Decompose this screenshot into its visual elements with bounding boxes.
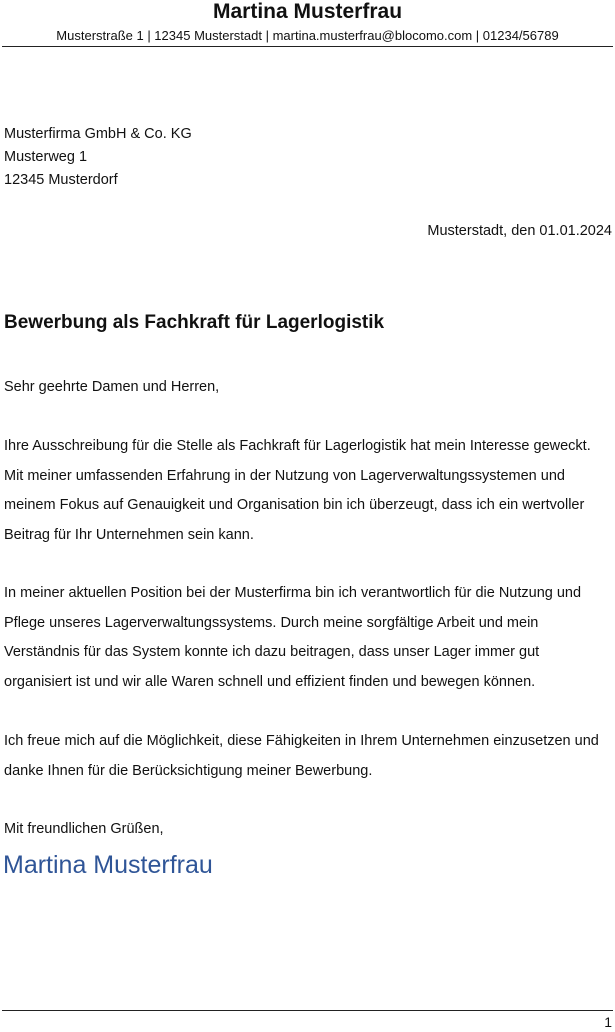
recipient-company: Musterfirma GmbH & Co. KG (4, 126, 192, 142)
signature-name: Martina Musterfrau (3, 851, 213, 879)
paragraph-line: Beitrag für Ihr Unternehmen sein kann. (4, 526, 254, 543)
body-paragraph-3 (4, 727, 614, 786)
sender-contact-line: Musterstraße 1 | 12345 Musterstadt | martina.musterfrau@blocomo.com | 01234/56789 (56, 28, 559, 43)
paragraph-line: danke Ihnen für die Berücksichtigung meiner Bewerbung. (4, 762, 373, 779)
recipient-street: Musterweg 1 (4, 149, 88, 165)
paragraph-line: Ich freue mich auf die Möglichkeit, diese Fähigkeiten in Ihrem Unternehmen einzusetzen und (4, 733, 599, 749)
page-number: 1 (604, 1014, 612, 1030)
header-divider (2, 46, 613, 47)
footer-divider (2, 1010, 613, 1011)
paragraph-line: meinem Fokus auf Genauigkeit und Organisation bin ich überzeugt, dass ich ein wertvoller (4, 497, 585, 513)
paragraph-line: Verständnis für das System konnte ich dazu beitragen, dass unser Lager immer gut (4, 644, 540, 660)
paragraph-line: organisiert ist und wir alle Waren schnell und effizient finden und bewegen können. (4, 673, 536, 690)
salutation: Sehr geehrte Damen und Herren, (4, 379, 220, 395)
recipient-address (4, 123, 192, 192)
letter-subject: Bewerbung als Fachkraft für Lagerlogistik (4, 312, 385, 333)
letter-date: Musterstadt, den 01.01.2024 (427, 223, 612, 239)
paragraph-line: In meiner aktuellen Position bei der Musterfirma bin ich verantwortlich für die Nutzung und (4, 585, 582, 601)
paragraph-line: Mit meiner umfassenden Erfahrung in der Nutzung von Lagerverwaltungssystemen und (4, 467, 565, 484)
recipient-city: 12345 Musterdorf (4, 172, 118, 188)
paragraph-line: Pflege unseres Lagerverwaltungssystems. Durch meine sorgfältige Arbeit und mein (4, 614, 539, 631)
body-paragraph-2 (4, 579, 614, 697)
body-paragraph-1 (4, 432, 614, 550)
paragraph-line: Ihre Ausschreibung für die Stelle als Fachkraft für Lagerlogistik hat mein Interesse geweckt. (4, 438, 591, 454)
sender-name: Martina Musterfrau (212, 0, 403, 23)
closing-phrase: Mit freundlichen Grüßen, (4, 821, 164, 837)
